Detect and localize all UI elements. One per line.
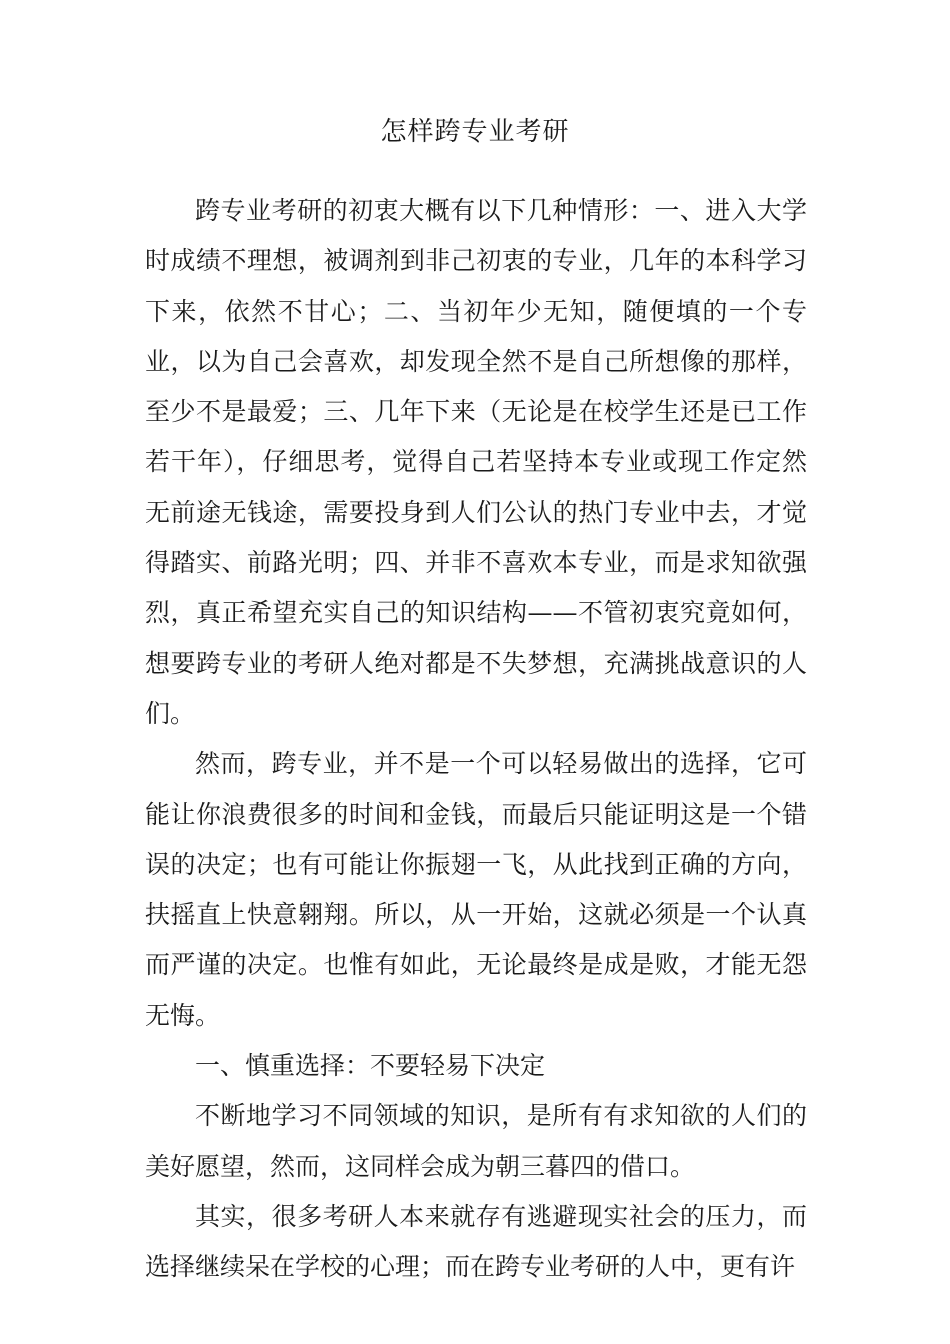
section-heading-1: 一、慎重选择：不要轻易下决定 — [195, 1051, 546, 1081]
paragraph-however: 然而，跨专业，并不是一个可以轻易做出的选择，它可能让你浪费很多的时间和金钱，而最后只能证明这是一个错误的决定；也有可能让你振翅一飞，从此找到正确的方向，扶摇直上快意翱翔。所以，从一开始，这就必须是一个认真而严谨的决定。也惟有如此，无论最终是成是败，才能无怨无悔。 — [145, 749, 807, 1030]
document-title: 怎样跨专业考研 — [380, 117, 570, 147]
paragraph-learning: 不断地学习不同领域的知识，是所有有求知欲的人们的美好愿望，然而，这同样会成为朝三暮四的借口。 — [145, 1101, 807, 1181]
paragraph-intro: 跨专业考研的初衷大概有以下几种情形：一、进入大学时成绩不理想，被调剂到非己初衷的专业，几年的本科学习下来，依然不甘心；二、当初年少无知，随便填的一个专业，以为自己会喜欢，却发现全然不是自己所想像的那样，至少不是最爱；三、几年下来（无论是在校学生还是已工作若干年），仔细思考，觉得自己若坚持本专业或现工作定然无前途无钱途，需要投身到人们公认的热门专业中去，才觉得踏实、前路光明；四、并非不喜欢本专业，而是求知欲强烈，真正希望充实自己的知识结构——不管初衷究竟如何，想要跨专业的考研人绝对都是不失梦想，充满挑战意识的人们。 — [145, 196, 807, 728]
paragraph-actually: 其实，很多考研人本来就存有逃避现实社会的压力，而选择继续呆在学校的心理；而在跨专业考研的人中，更有许 — [145, 1201, 807, 1282]
document-body — [145, 186, 807, 1293]
